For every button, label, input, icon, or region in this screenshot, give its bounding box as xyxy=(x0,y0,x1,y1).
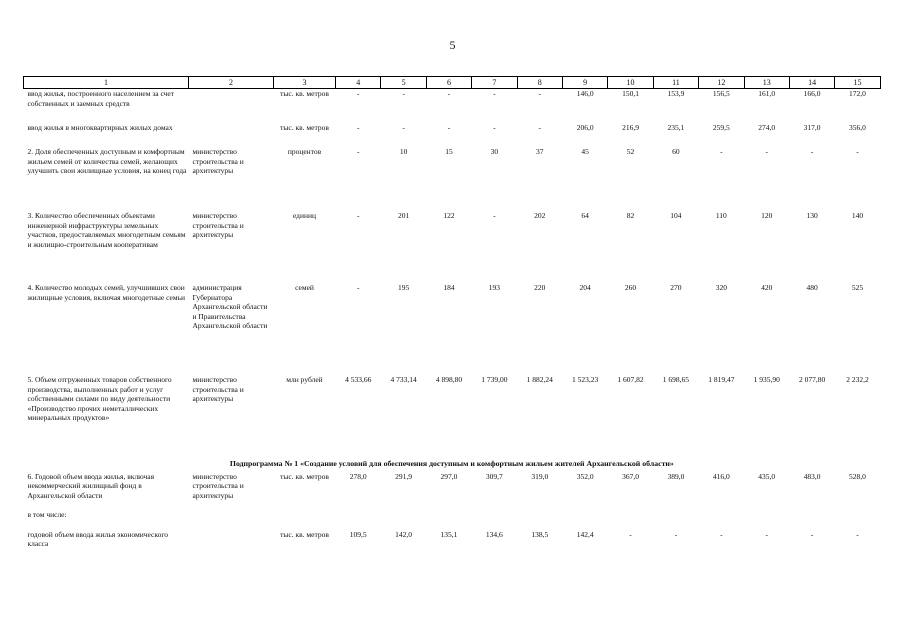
indicator-name: 2. Доля обеспеченных доступным и комфортным жильем семей от количества семей, желающих улучшить свои жилищные условия, на конец года xyxy=(27,147,187,176)
value-cell: 193 xyxy=(488,283,500,292)
value-cell: - xyxy=(720,529,723,539)
value-cell: - xyxy=(356,211,360,220)
header-cell: 7 xyxy=(472,77,517,89)
value-cell: 202 xyxy=(534,211,546,220)
value-cell: 259,5 xyxy=(712,123,730,132)
value-cell: 52 xyxy=(626,147,635,156)
indicator-name: ввод жилья, построенного населением за счет собственных и заемных средств xyxy=(27,89,175,108)
value-cell: - xyxy=(629,529,632,539)
header-cell: 14 xyxy=(789,77,834,89)
value-cell xyxy=(699,510,744,530)
header-cell: 9 xyxy=(562,77,607,89)
header-cell: 11 xyxy=(653,77,698,89)
value-cell: - xyxy=(856,147,859,156)
table-row xyxy=(24,472,881,510)
table-row xyxy=(24,530,881,554)
value-cell: 480 xyxy=(806,283,818,292)
value-cell: 4 533,66 xyxy=(345,375,372,384)
value-cell: 216,9 xyxy=(622,123,639,132)
responsible-executor: министерство строительства и архитектуры xyxy=(192,471,244,500)
value-cell: 1 607,82 xyxy=(617,375,644,384)
unit-of-measure: тыс. кв. метров xyxy=(280,529,329,539)
value-cell xyxy=(562,510,607,530)
value-cell xyxy=(608,510,653,530)
value-cell: 153,9 xyxy=(667,89,685,98)
value-cell: 135,1 xyxy=(440,529,458,539)
value-cell: 291,9 xyxy=(395,471,413,481)
unit-of-measure: тыс. кв. метров xyxy=(280,471,329,481)
value-cell xyxy=(336,510,381,530)
value-cell: - xyxy=(856,529,859,539)
value-cell: 172,0 xyxy=(849,89,866,98)
value-cell: 278,0 xyxy=(349,471,367,481)
header-cell: 15 xyxy=(835,77,880,89)
value-cell: 319,0 xyxy=(531,471,549,481)
value-cell: 201 xyxy=(397,211,410,220)
indicator-name: годовой объем ввода жилья экономического класса xyxy=(27,529,168,549)
value-cell: 220 xyxy=(534,283,546,292)
value-cell: 2 077,80 xyxy=(798,375,826,384)
value-cell: 195 xyxy=(397,283,410,292)
value-cell xyxy=(381,510,426,530)
header-cell: 4 xyxy=(336,77,381,89)
value-cell: 1 739,00 xyxy=(481,375,508,384)
table-row xyxy=(24,283,881,375)
header-cell: 12 xyxy=(699,77,744,89)
indicator-name: 5. Объем отгруженных товаров собственного производства, выполненных работ и услуг собственными силами по виду деятельности «Производство прочих неметаллических минеральных продуктов» xyxy=(27,375,172,423)
value-cell: - xyxy=(356,123,360,132)
value-cell: - xyxy=(447,123,451,132)
indicators-table xyxy=(23,76,881,554)
value-cell: - xyxy=(447,89,451,98)
value-cell: 206,0 xyxy=(576,123,594,132)
value-cell: 146,0 xyxy=(576,89,594,98)
value-cell: 166,0 xyxy=(803,89,821,98)
table-row xyxy=(24,211,881,283)
value-cell: - xyxy=(402,123,405,132)
value-cell: 416,0 xyxy=(712,471,730,481)
value-cell: 142,4 xyxy=(576,529,594,539)
value-cell: 109,5 xyxy=(349,529,367,539)
value-cell: 60 xyxy=(672,147,680,156)
value-cell: 2 232,2 xyxy=(846,375,869,384)
value-cell: 4 733,14 xyxy=(390,375,417,384)
value-cell: 270 xyxy=(670,283,682,292)
responsible-executor: министерство строительства и архитектуры xyxy=(192,211,244,240)
indicator-name: ввод жилья в многоквартирных жилых домах xyxy=(27,123,173,132)
value-cell: 30 xyxy=(490,147,499,156)
value-cell: 4 898,80 xyxy=(435,375,463,384)
value-cell: 120 xyxy=(761,211,773,220)
value-cell xyxy=(653,510,698,530)
unit-of-measure: единиц xyxy=(292,211,317,220)
value-cell: 142,0 xyxy=(395,529,413,539)
responsible-executor: министерство строительства и архитектуры xyxy=(192,147,244,176)
unit-of-measure: млн рублей xyxy=(286,375,323,384)
header-cell: 8 xyxy=(517,77,562,89)
table-row xyxy=(24,89,881,124)
value-cell: 150,1 xyxy=(622,89,639,98)
value-cell: - xyxy=(356,283,360,292)
subprogram-row xyxy=(24,457,881,472)
value-cell: 110 xyxy=(715,211,727,220)
value-cell: 138,5 xyxy=(531,529,549,539)
subprogram-title: Подпрограмма № 1 «Создание условий для обеспечения доступным и комфортным жильем жителей Архангельской области» xyxy=(229,459,674,468)
value-cell: 130 xyxy=(806,211,818,220)
value-cell: 420 xyxy=(761,283,773,292)
header-cell: 6 xyxy=(426,77,471,89)
value-cell: 483,0 xyxy=(803,471,821,481)
value-cell: 352,0 xyxy=(576,471,594,481)
value-cell: - xyxy=(674,529,678,539)
value-cell: 367,0 xyxy=(622,471,639,481)
header-cell: 2 xyxy=(189,77,274,89)
table-row xyxy=(24,375,881,457)
value-cell: 317,0 xyxy=(803,123,821,132)
header-cell: 13 xyxy=(744,77,789,89)
value-cell: 122 xyxy=(443,211,455,220)
header-cell: 5 xyxy=(381,77,426,89)
value-cell: 15 xyxy=(445,147,453,156)
value-cell: 204 xyxy=(579,283,591,292)
value-cell: - xyxy=(356,89,360,98)
responsible-executor: министерство строительства и архитектуры xyxy=(192,375,244,404)
table-row xyxy=(24,123,881,147)
unit-of-measure xyxy=(274,510,336,530)
value-cell: 140 xyxy=(851,211,864,220)
value-cell: 528,0 xyxy=(849,471,866,481)
value-cell: - xyxy=(493,89,496,98)
value-cell: 161,0 xyxy=(758,89,776,98)
page-number: 5 xyxy=(449,38,456,52)
value-cell: 309,7 xyxy=(485,471,503,481)
value-cell: 134,6 xyxy=(485,529,503,539)
indicator-name: 4. Количество молодых семей, улучшивших свои жилищные условия, включая многодетные семьи xyxy=(27,283,186,302)
value-cell: 389,0 xyxy=(667,471,685,481)
value-cell: - xyxy=(765,147,768,156)
value-cell: 45 xyxy=(581,147,589,156)
value-cell: 104 xyxy=(670,211,682,220)
value-cell: 320 xyxy=(715,283,727,292)
value-cell: - xyxy=(493,123,496,132)
value-cell: 435,0 xyxy=(758,471,776,481)
value-cell: 184 xyxy=(443,283,455,292)
indicator-name: 6. Годовой объем ввода жилья, включая некоммерческий жилищный фонд в Архангельской области xyxy=(27,471,155,500)
unit-of-measure: семей xyxy=(295,283,314,292)
responsible-executor xyxy=(189,89,274,124)
table-body xyxy=(24,89,881,554)
value-cell: - xyxy=(810,147,814,156)
value-cell: - xyxy=(493,211,496,220)
header-cell: 3 xyxy=(274,77,336,89)
value-cell: 260 xyxy=(624,283,637,292)
value-cell: - xyxy=(356,147,360,156)
value-cell: - xyxy=(402,89,405,98)
indicator-name: 3. Количество обеспеченных объектами инженерной инфраструктуры земельных участков, предоставляемых многодетным семьям и жилищно-строительным кооперативам xyxy=(27,211,186,249)
unit-of-measure: тыс. кв. метров xyxy=(280,89,329,98)
value-cell: 156,5 xyxy=(712,89,730,98)
unit-of-measure: тыс. кв. метров xyxy=(280,123,329,132)
header-cell: 1 xyxy=(24,77,189,89)
value-cell: 37 xyxy=(536,147,544,156)
value-cell: - xyxy=(538,123,541,132)
responsible-executor xyxy=(189,510,274,530)
indicator-name: в том числе: xyxy=(27,509,67,519)
unit-of-measure: процентов xyxy=(287,147,322,156)
value-cell: 525 xyxy=(851,283,864,292)
value-cell xyxy=(517,510,562,530)
responsible-executor xyxy=(189,123,274,147)
value-cell: 1 882,24 xyxy=(526,375,553,384)
value-cell: 297,0 xyxy=(440,471,458,481)
value-cell: - xyxy=(720,147,723,156)
value-cell: - xyxy=(765,529,768,539)
value-cell: - xyxy=(538,89,541,98)
value-cell xyxy=(835,510,880,530)
header-cell: 10 xyxy=(608,77,653,89)
header-row xyxy=(24,77,881,89)
value-cell: 1 935,90 xyxy=(753,375,780,384)
value-cell: 235,1 xyxy=(667,123,685,132)
responsible-executor: администрация Губернатора Архангельской области и Правительства Архангельской области xyxy=(192,283,268,331)
value-cell xyxy=(789,510,834,530)
value-cell: 274,0 xyxy=(758,123,776,132)
table-header xyxy=(24,77,881,89)
value-cell xyxy=(426,510,471,530)
responsible-executor xyxy=(189,530,274,554)
table-row xyxy=(24,510,881,530)
value-cell: 356,0 xyxy=(849,123,866,132)
value-cell: 82 xyxy=(626,211,635,220)
value-cell xyxy=(744,510,789,530)
value-cell: 1 698,65 xyxy=(662,375,690,384)
value-cell: - xyxy=(810,529,814,539)
value-cell: 1 523,23 xyxy=(572,375,599,384)
value-cell: 1 819,47 xyxy=(708,375,735,384)
table-row xyxy=(24,147,881,211)
value-cell: 10 xyxy=(399,147,408,156)
value-cell xyxy=(472,510,517,530)
value-cell: 64 xyxy=(581,211,589,220)
